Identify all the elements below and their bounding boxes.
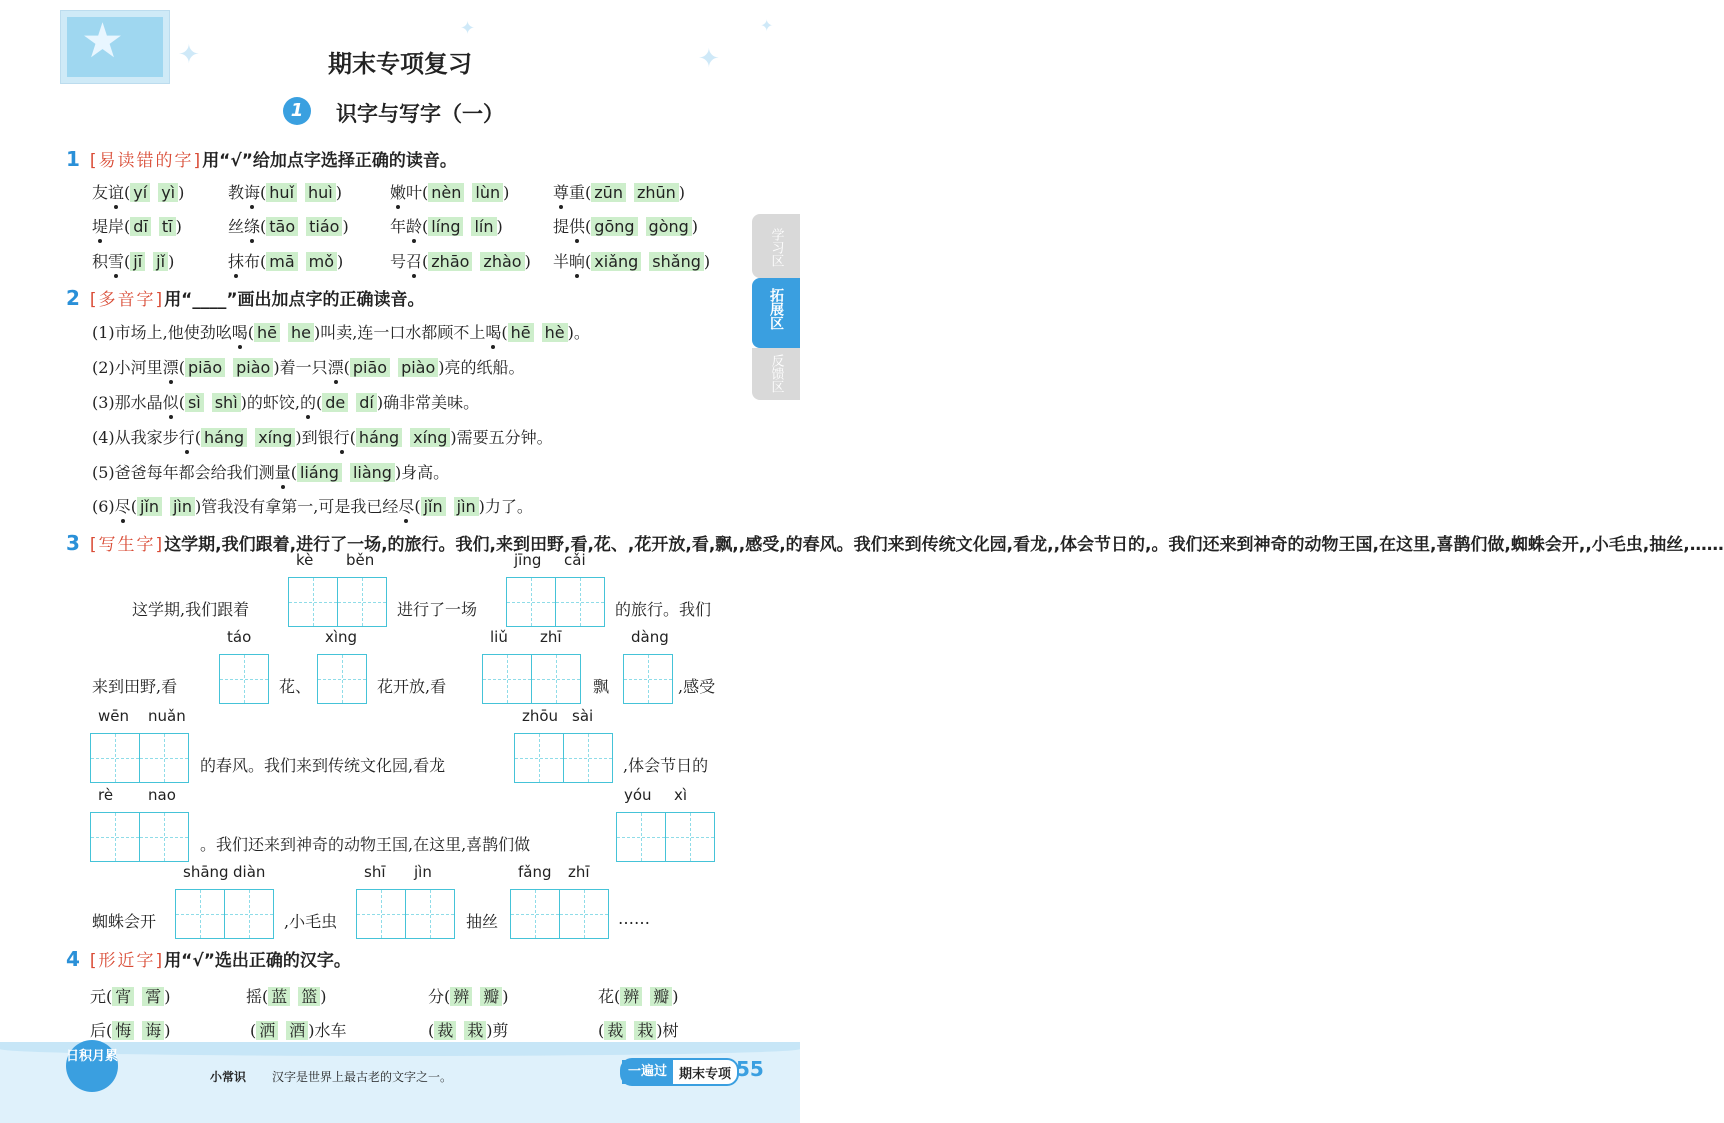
writing-grid[interactable] (623, 654, 672, 704)
choice-item (598, 984, 679, 1007)
pinyin-prompt: rè (98, 786, 114, 804)
writing-grid[interactable] (510, 889, 607, 939)
sentence-text: )需要五分钟。 (450, 428, 553, 447)
choice-item (90, 984, 171, 1007)
writing-grid[interactable] (616, 812, 713, 862)
pinyin-option[interactable]: huǐ (266, 183, 297, 202)
pinyin-option[interactable]: háng (201, 428, 247, 447)
choice-item (428, 984, 509, 1007)
tab-extend[interactable] (752, 278, 800, 348)
word-char: 丝 (228, 217, 245, 236)
word-char: 抹 (228, 252, 245, 271)
pinyin-option[interactable]: hē (508, 323, 534, 342)
passage-text: 花开放,看 (377, 677, 447, 696)
pinyin-option[interactable]: yì (158, 183, 178, 202)
dotted-char: 尽 (114, 497, 131, 516)
pinyin-option[interactable]: huì (305, 183, 336, 202)
word-item: 积雪( jī jǐ ) (92, 252, 175, 271)
sentence-text: ( (194, 428, 201, 447)
pinyin-prompt: wēn (98, 707, 130, 725)
choice-text: ( (250, 1021, 257, 1040)
grid-cell[interactable] (175, 889, 225, 939)
grid-cell[interactable] (317, 654, 367, 704)
sentence-line (92, 425, 553, 448)
char-option[interactable]: 裁 (434, 1021, 456, 1040)
question-1-heading (66, 146, 457, 171)
question-number: 1 (66, 147, 80, 171)
choice-text: )树 (656, 1021, 679, 1040)
writing-grid[interactable] (90, 812, 187, 862)
passage-text: 来到田野,看 (92, 677, 178, 696)
page-number: 55 (736, 1057, 764, 1081)
grid-cell[interactable] (90, 812, 140, 862)
choice-text: ( (428, 1021, 435, 1040)
char-option[interactable]: 霄 (142, 987, 164, 1006)
pinyin-option[interactable]: piào (398, 358, 438, 377)
word-char: 龄 (406, 217, 423, 236)
sentence-text: ( (501, 323, 508, 342)
pinyin-prompt: xìng (325, 628, 358, 646)
section-number: 1 (283, 97, 311, 125)
pinyin-prompt: liǔ (490, 628, 508, 646)
writing-grid[interactable] (514, 733, 611, 783)
writing-grid[interactable] (317, 654, 366, 704)
sentence-text: )的虾饺, (240, 393, 300, 412)
sentence-line (92, 390, 479, 413)
char-option[interactable]: 诲 (142, 1021, 164, 1040)
pinyin-option[interactable]: lùn (472, 183, 503, 202)
grid-cell[interactable] (139, 812, 189, 862)
char-option[interactable]: 瓣 (480, 987, 502, 1006)
sentence-text: ( (349, 428, 356, 447)
blank-line: ____ (192, 290, 227, 310)
choice-item (428, 1018, 509, 1041)
sentence-text: (4)从我家步 (92, 428, 179, 447)
section-title: 识字与写字（一） (336, 102, 504, 126)
choice-text: ) (320, 987, 327, 1006)
grid-cell[interactable] (531, 654, 581, 704)
passage-text: 飘 (593, 677, 610, 696)
question-3-heading (66, 530, 1724, 555)
sentence-text: (2)小河里 (92, 358, 163, 377)
star-icon: ✦ (698, 44, 720, 74)
pinyin-option[interactable]: shǎng (649, 252, 704, 271)
pinyin-option[interactable]: nèn (428, 183, 464, 202)
word-char: 供 (569, 217, 586, 236)
char-option[interactable]: 悔 (112, 1021, 134, 1040)
pinyin-prompt: nuǎn (148, 707, 186, 725)
pinyin-option[interactable]: xíng (255, 428, 295, 447)
passage-text: 这学期,我们跟着 (132, 600, 250, 619)
sentence-text: )叫卖,连一口水都顾不上 (314, 323, 486, 342)
dotted-char: 行 (333, 428, 350, 447)
word-item: 年龄( líng lín ) (390, 217, 503, 236)
pinyin-prompt: běn (346, 551, 375, 569)
pinyin-prompt: shāng (183, 863, 229, 881)
choice-item (598, 1018, 679, 1041)
pinyin-prompt: sài (572, 707, 594, 725)
pinyin-option[interactable]: liáng (297, 463, 342, 482)
pinyin-option[interactable]: líng (428, 217, 463, 236)
word-item: 教诲( huǐ huì ) (228, 183, 342, 202)
passage-text: 蜘蛛会开 (92, 912, 157, 931)
sentence-text: )确非常美味。 (376, 393, 480, 412)
pinyin-option[interactable]: jǐn (137, 497, 162, 516)
pinyin-option[interactable]: xíng (410, 428, 450, 447)
dotted-char: 漂 (162, 358, 179, 377)
char-option[interactable]: 宵 (112, 987, 134, 1006)
word-char: 号 (390, 252, 407, 271)
pinyin-option[interactable]: lín (471, 217, 496, 236)
sentence-text: )亮的纸船。 (438, 358, 525, 377)
word-item: 友谊( yí yì ) (92, 183, 185, 202)
pinyin-option[interactable]: mā (266, 252, 297, 271)
pinyin-option[interactable]: jī (130, 252, 145, 271)
word-item: 抹布( mā mǒ ) (228, 252, 344, 271)
sentence-text: )管我没有拿第一,可是我已经 (195, 497, 399, 516)
pinyin-option[interactable]: gòng (646, 217, 692, 236)
sentence-text: )力了。 (478, 497, 533, 516)
grid-cell[interactable] (665, 812, 715, 862)
char-option[interactable]: 裁 (604, 1021, 626, 1040)
pinyin-option[interactable]: yí (130, 183, 150, 202)
pinyin-option[interactable]: dī (130, 217, 151, 236)
pinyin-option[interactable]: shì (212, 393, 241, 412)
writing-grid[interactable] (219, 654, 268, 704)
grid-cell[interactable] (563, 733, 613, 783)
passage-text: 的旅行。我们 (615, 600, 712, 619)
sentence-text: (3)那水晶 (92, 393, 163, 412)
question-text: 用“√”选出正确的汉字。 (164, 951, 351, 971)
pinyin-option[interactable]: jǐn (421, 497, 446, 516)
question-2-heading (66, 285, 425, 310)
pinyin-option[interactable]: xiǎng (591, 252, 641, 271)
char-option[interactable]: 酒 (286, 1021, 308, 1040)
pinyin-option[interactable]: de (322, 393, 348, 412)
word-item: 嫩叶( nèn lùn ) (390, 183, 510, 202)
pinyin-prompt: zhī (568, 863, 590, 881)
pinyin-option[interactable]: zhāo (428, 252, 472, 271)
word-char: 年 (390, 217, 407, 236)
pinyin-option[interactable]: zūn (591, 183, 626, 202)
passage-text: 进行了一场 (397, 600, 478, 619)
grid-cell[interactable] (555, 577, 605, 627)
question-number: 4 (66, 947, 80, 971)
question-4-heading (66, 946, 351, 971)
question-number: 3 (66, 531, 80, 555)
dotted-char: 似 (162, 393, 179, 412)
choice-text: 花( (598, 987, 621, 1006)
grid-cell[interactable] (224, 889, 274, 939)
sentence-text: (1)市场上,他使劲吆 (92, 323, 232, 342)
page-title: 期末专项复习 (328, 50, 472, 78)
choice-text: ) (502, 987, 509, 1006)
choice-text: 摇( (246, 987, 269, 1006)
grid-cell[interactable] (482, 654, 532, 704)
sentence-text: ( (343, 358, 350, 377)
word-char: 尊 (553, 183, 570, 202)
pinyin-option[interactable]: tī (159, 217, 176, 236)
sentence-text: )着一只 (273, 358, 328, 377)
char-option[interactable]: 栽 (464, 1021, 486, 1040)
char-option[interactable]: 篮 (298, 987, 320, 1006)
sentence-text: ( (247, 323, 255, 342)
question-number: 2 (66, 286, 80, 310)
dotted-char: 漂 (327, 358, 344, 377)
pinyin-option[interactable]: jìn (454, 497, 479, 516)
word-char: 友 (92, 183, 109, 202)
word-item: 丝绦( tāo tiáo ) (228, 217, 349, 236)
question-tag: [形近字] (89, 951, 165, 971)
char-option[interactable]: 辨 (450, 987, 472, 1006)
choice-text: )水车 (308, 1021, 347, 1040)
dotted-char: 量 (274, 463, 291, 482)
passage-text: ,感受 (678, 677, 716, 696)
pinyin-prompt: cǎi (564, 551, 586, 569)
tip-text: 汉字是世界上最古老的文字之一。 (272, 1070, 453, 1084)
word-char: 半 (553, 252, 570, 271)
writing-grid[interactable] (482, 654, 579, 704)
pinyin-option[interactable]: hè (542, 323, 568, 342)
brand-name: 一遍过 (622, 1060, 673, 1084)
pinyin-prompt: xì (674, 786, 688, 804)
word-char: 绦 (244, 217, 261, 236)
word-item: 尊重( zūn zhūn ) (553, 183, 686, 202)
sentence-text: ( (290, 463, 297, 482)
grid-cell[interactable] (514, 733, 564, 783)
question-tag: [写生字] (89, 535, 165, 555)
char-option[interactable]: 洒 (256, 1021, 278, 1040)
choice-text: ( (598, 1021, 605, 1040)
dotted-char: 喝 (231, 323, 248, 342)
choice-item (246, 984, 327, 1007)
sentence-line (92, 494, 533, 517)
sentence-text: )身高。 (394, 463, 450, 482)
char-option[interactable]: 瓣 (650, 987, 672, 1006)
pinyin-prompt: fǎng (518, 863, 552, 881)
choice-text: 元( (90, 987, 113, 1006)
word-item: 提供( gōng gòng ) (553, 217, 699, 236)
pinyin-option[interactable]: mǒ (306, 252, 337, 271)
question-text: 用“√”给加点字选择正确的读音。 (202, 151, 457, 171)
word-item: 堤岸( dī tī ) (92, 217, 182, 236)
sentence-text: ( (414, 497, 421, 516)
word-char: 谊 (108, 183, 125, 202)
pinyin-prompt: zhī (540, 628, 562, 646)
word-char: 召 (406, 252, 423, 271)
sentence-text: (6) (92, 497, 115, 516)
word-char: 布 (244, 252, 261, 271)
word-char: 嫩 (390, 183, 407, 202)
writing-grid[interactable] (90, 733, 187, 783)
grid-cell[interactable] (337, 577, 387, 627)
passage-text: ,小毛虫 (284, 912, 338, 931)
grid-cell[interactable] (623, 654, 673, 704)
word-char: 诲 (244, 183, 261, 202)
word-char: 岸 (108, 217, 125, 236)
star-icon: ✦ (178, 40, 200, 70)
grid-cell[interactable] (288, 577, 338, 627)
grid-cell[interactable] (506, 577, 556, 627)
question-tag: [易读错的字] (89, 151, 203, 171)
question-text: 这学期,我们跟着,进行了一场,的旅行。我们,来到田野,看,花、,花开放,看,飘,,感受,的春风。我们来到传统文化园,看龙,,体会节日的,。我们还来到神奇的动物王国,在这里,喜鹊们做,蜘蛛会开,,小毛虫,抽丝,…… (164, 535, 1724, 555)
word-char: 雪 (108, 252, 125, 271)
writing-grid[interactable] (506, 577, 603, 627)
choice-text: ) (672, 987, 679, 1006)
passage-text: 的春风。我们来到传统文化园,看龙 (200, 756, 446, 775)
choice-text: ) (164, 987, 171, 1006)
pinyin-option[interactable]: háng (356, 428, 402, 447)
pinyin-option[interactable]: he (288, 323, 314, 342)
word-char: 晌 (569, 252, 586, 271)
choice-item (90, 1018, 171, 1041)
dotted-char: 的 (299, 393, 316, 412)
choice-text: 分( (428, 987, 451, 1006)
pinyin-prompt: diàn (233, 863, 266, 881)
pinyin-option[interactable]: tāo (266, 217, 298, 236)
dotted-char: 行 (178, 428, 195, 447)
pinyin-option[interactable]: piào (233, 358, 273, 377)
pinyin-prompt: táo (227, 628, 252, 646)
word-char: 积 (92, 252, 109, 271)
question-text: ”画出加点字的正确读音。 (226, 290, 425, 310)
word-item: 号召( zhāo zhào ) (390, 252, 531, 271)
sentence-line (92, 460, 449, 483)
pinyin-prompt: kè (296, 551, 314, 569)
pinyin-option[interactable]: piāo (185, 358, 225, 377)
daily-badge: 日积月累 (66, 1040, 118, 1092)
grid-cell[interactable] (559, 889, 609, 939)
sentence-text: (5)爸爸每年都会给我们测 (92, 463, 275, 482)
pinyin-option[interactable]: liàng (350, 463, 395, 482)
choice-text: ) (164, 1021, 171, 1040)
word-item: 半晌( xiǎng shǎng ) (553, 252, 711, 271)
tab-feedback[interactable] (752, 348, 800, 400)
pinyin-option[interactable]: gōng (591, 217, 637, 236)
grid-cell[interactable] (356, 889, 406, 939)
writing-grid[interactable] (175, 889, 272, 939)
sentence-text: ( (178, 358, 185, 377)
tip-label: 小常识 (210, 1070, 247, 1084)
word-char: 提 (553, 217, 570, 236)
pinyin-prompt: nao (148, 786, 176, 804)
pinyin-option[interactable]: sì (185, 393, 204, 412)
tab-study[interactable] (752, 214, 800, 278)
pinyin-option[interactable]: dí (356, 393, 377, 412)
sentence-text: ( (316, 393, 323, 412)
pinyin-option[interactable]: zhūn (634, 183, 679, 202)
star-icon: ★ (81, 13, 125, 69)
word-char: 教 (228, 183, 245, 202)
pinyin-option[interactable]: jǐ (153, 252, 168, 271)
pinyin-option[interactable]: hē (254, 323, 280, 342)
char-option[interactable]: 栽 (634, 1021, 656, 1040)
choice-text: 后( (90, 1021, 113, 1040)
sentence-text: )到银 (295, 428, 334, 447)
star-icon: ✦ (460, 18, 476, 39)
tab-label: 学习区 (768, 228, 784, 267)
passage-text: ,体会节日的 (623, 756, 709, 775)
question-tag: [多音字] (89, 290, 165, 310)
brand-badge (620, 1058, 739, 1086)
passage-text: 抽丝 (466, 912, 499, 931)
pinyin-option[interactable]: jìn (170, 497, 195, 516)
pinyin-option[interactable]: piāo (350, 358, 390, 377)
brand-series: 期末专项 (679, 1066, 732, 1082)
question-text: 用“ (164, 290, 193, 310)
writing-grid[interactable] (356, 889, 453, 939)
sentence-line (92, 320, 590, 343)
choice-text: )剪 (486, 1021, 509, 1040)
sentence-text: ( (178, 393, 185, 412)
sentence-text: ( (130, 497, 137, 516)
word-char: 重 (569, 183, 586, 202)
passage-text: 花、 (279, 677, 312, 696)
grid-cell[interactable] (90, 733, 140, 783)
choice-item (250, 1018, 347, 1041)
tab-label: 拓展区 (768, 288, 784, 330)
passage-text: …… (618, 909, 650, 928)
dotted-char: 喝 (485, 323, 502, 342)
pinyin-prompt: yóu (624, 786, 652, 804)
grid-cell[interactable] (616, 812, 666, 862)
passage-text: 。我们还来到神奇的动物王国,在这里,喜鹊们做 (200, 835, 531, 854)
grid-cell[interactable] (219, 654, 269, 704)
grid-cell[interactable] (405, 889, 455, 939)
grid-cell[interactable] (139, 733, 189, 783)
sentence-line (92, 355, 525, 378)
char-option[interactable]: 辨 (620, 987, 642, 1006)
pinyin-prompt: jīng (514, 551, 542, 569)
sentence-text: )。 (567, 323, 590, 342)
star-icon: ✦ (760, 16, 774, 35)
char-option[interactable]: 蓝 (268, 987, 290, 1006)
pinyin-prompt: jìn (414, 863, 432, 881)
word-char: 堤 (92, 217, 109, 236)
word-char: 叶 (406, 183, 423, 202)
dotted-char: 尽 (398, 497, 415, 516)
pinyin-option[interactable]: zhào (480, 252, 524, 271)
pinyin-prompt: zhōu (522, 707, 559, 725)
tab-label: 反馈区 (768, 354, 784, 393)
grid-cell[interactable] (510, 889, 560, 939)
pinyin-prompt: dàng (631, 628, 669, 646)
writing-grid[interactable] (288, 577, 385, 627)
pinyin-option[interactable]: tiáo (306, 217, 342, 236)
pinyin-prompt: shī (364, 863, 386, 881)
